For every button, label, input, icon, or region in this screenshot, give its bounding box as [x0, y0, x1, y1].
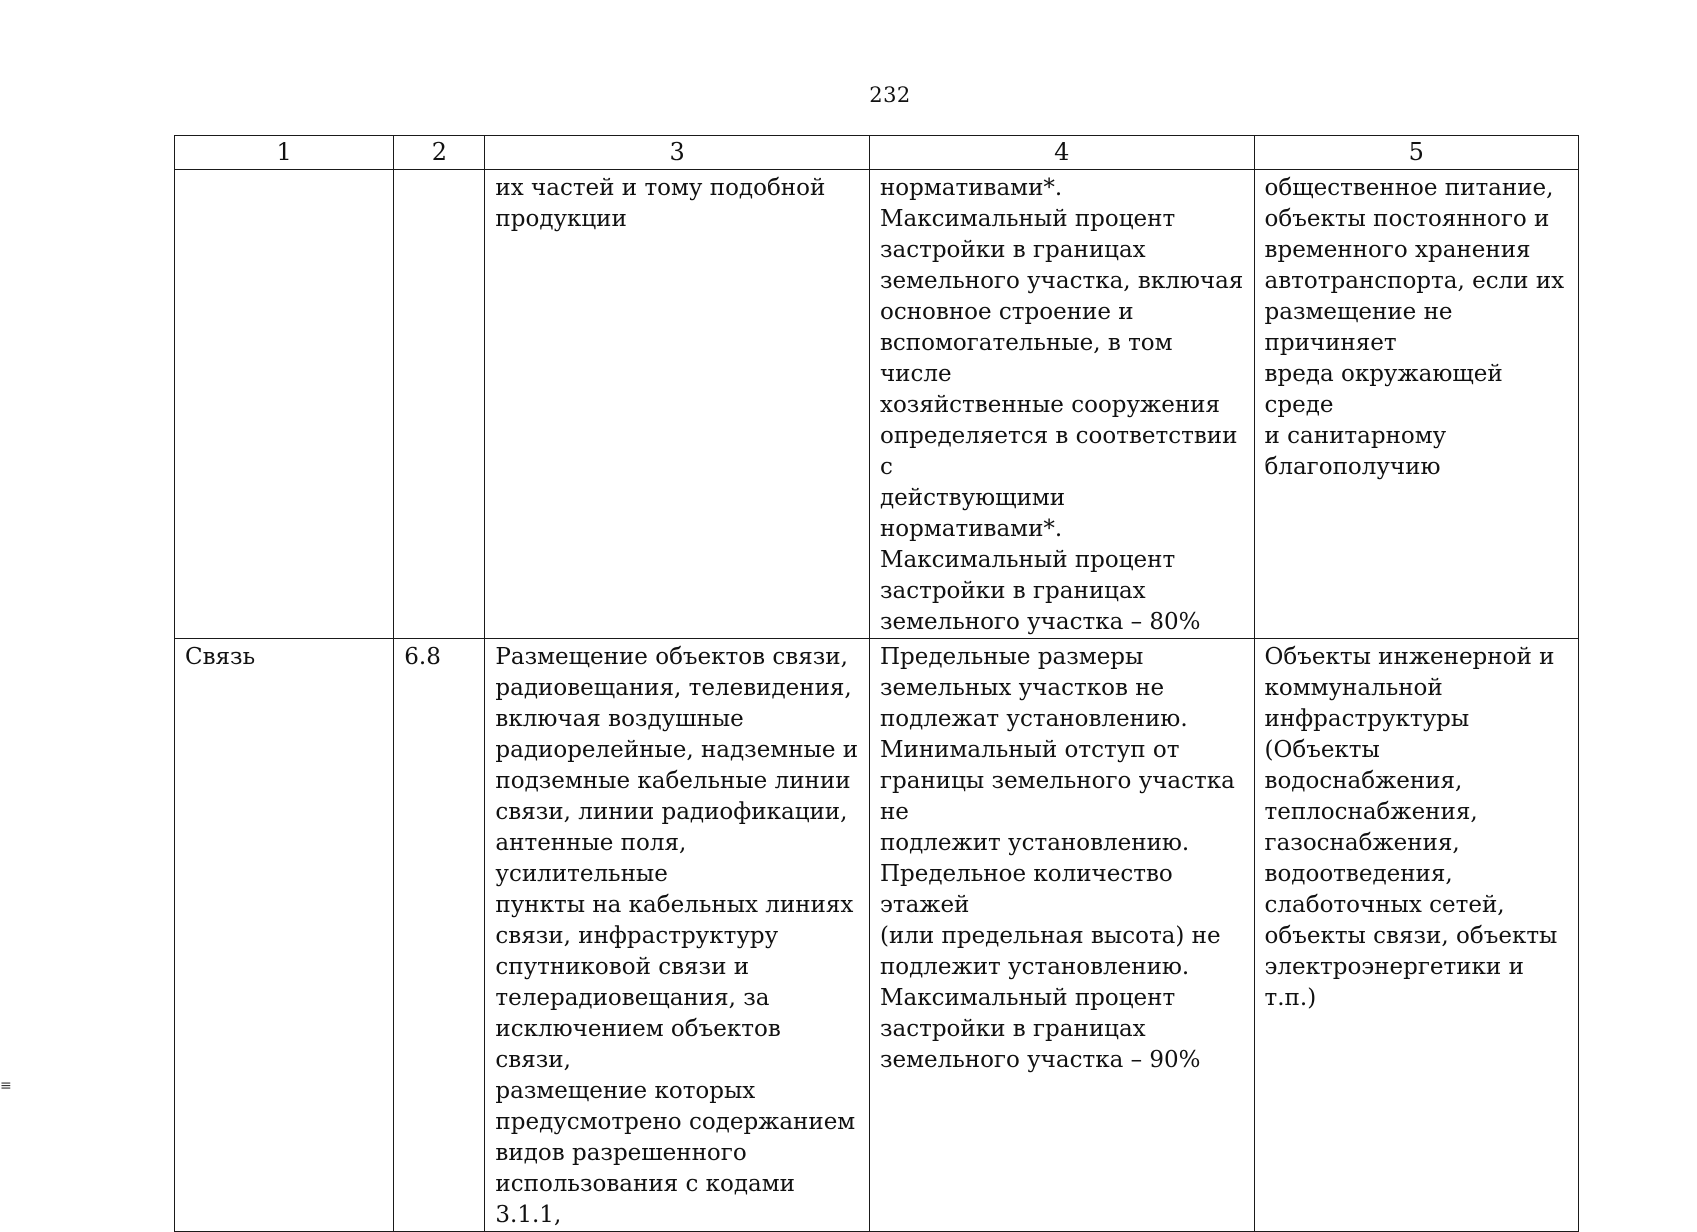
page-number: 232	[869, 83, 911, 107]
table-cell: общественное питание, объекты постоянного и временного хранения автотранспорта, если их размещение не причиняет вреда окружающей среде и санитарному благополучию	[1254, 170, 1578, 639]
table-cell: нормативами*. Максимальный процент застройки в границах земельного участка, включая основное строение и вспомогательные, в том числе хозяйственные сооружения определяется в соответствии с действующими нормативами*. Максимальный процент застройки в границах земельного участка – 80%	[869, 170, 1254, 639]
column-header-1: 1	[175, 136, 394, 170]
table-header-row	[175, 136, 1579, 170]
table-cell: их частей и тому подобной продукции	[485, 170, 870, 639]
column-header-3: 3	[485, 136, 870, 170]
table-row	[175, 639, 1579, 1232]
table-row	[175, 170, 1579, 639]
table-cell: Размещение объектов связи, радиовещания, телевидения, включая воздушные радиорелейные, надземные и подземные кабельные линии связи, линии радиофикации, антенные поля, усилительные пункты на кабельных линиях связи, инфраструктуру спутниковой связи и телерадиовещания, за исключением объектов связи, размещение которых предусмотрено содержанием видов разрешенного использования с кодами 3.1.1,	[485, 639, 870, 1232]
column-header-5: 5	[1254, 136, 1578, 170]
zoning-table	[174, 135, 1579, 1232]
column-header-4: 4	[869, 136, 1254, 170]
scan-edge-mark: ≡	[0, 1078, 12, 1094]
table-cell: Объекты инженерной и коммунальной инфраструктуры (Объекты водоснабжения, теплоснабжения, газоснабжения, водоотведения, слаботочных сетей, объекты связи, объекты электроэнергетики и т.п.)	[1254, 639, 1578, 1232]
table-cell	[394, 170, 485, 639]
table-cell: Предельные размеры земельных участков не подлежат установлению. Минимальный отступ от границы земельного участка не подлежит установлению. Предельное количество этажей (или предельная высота) не подлежит установлению. Максимальный процент застройки в границах земельного участка – 90%	[869, 639, 1254, 1232]
table-cell	[175, 170, 394, 639]
table-cell: Связь	[175, 639, 394, 1232]
column-header-2: 2	[394, 136, 485, 170]
table-cell: 6.8	[394, 639, 485, 1232]
